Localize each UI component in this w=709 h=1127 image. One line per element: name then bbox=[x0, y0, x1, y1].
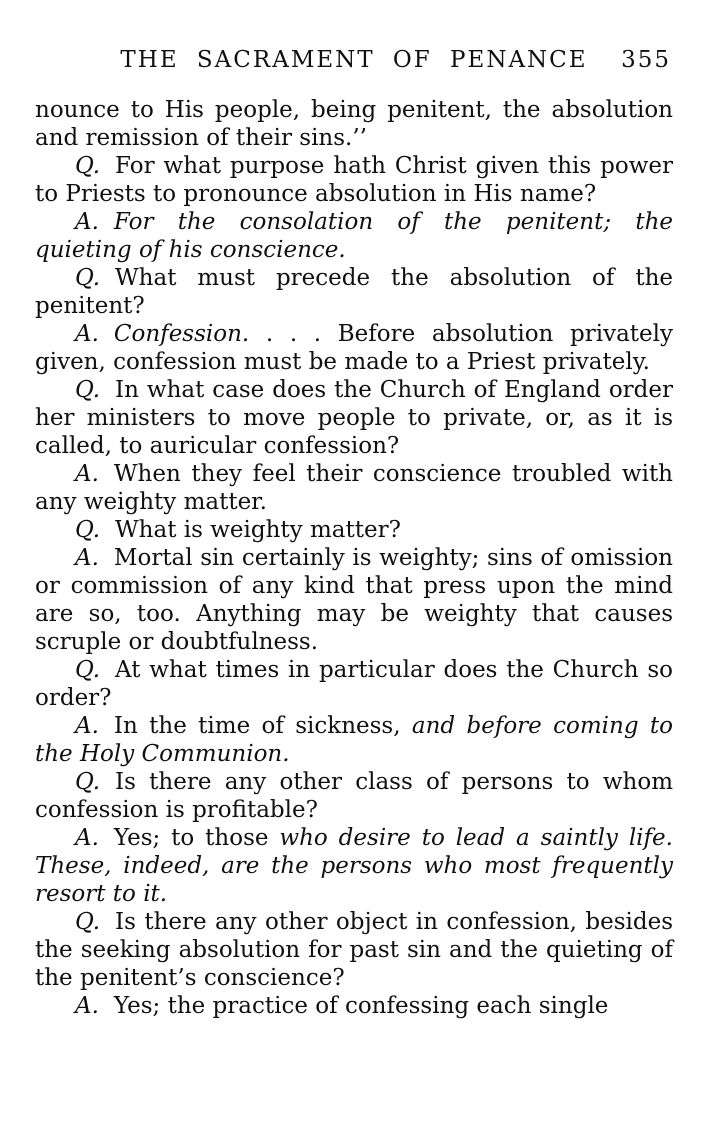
paragraph-question bbox=[35, 376, 673, 460]
page-title: THE SACRAMENT OF PENANCE bbox=[120, 47, 588, 73]
paragraph-question bbox=[35, 152, 673, 208]
qa-marker: A. bbox=[75, 545, 99, 571]
text-block bbox=[35, 96, 673, 1020]
text-segment: . . . Before absolution privately given, confession must be made to a Priest privately. bbox=[35, 321, 673, 375]
qa-marker: A. bbox=[75, 209, 99, 235]
text-segment: Is there any other object in confession, besides the seeking absolution for past sin and the quieting of the penitent’s conscience? bbox=[35, 909, 673, 991]
qa-marker: A. bbox=[75, 461, 99, 487]
text-segment: At what times in particular does the Church so order? bbox=[35, 657, 673, 711]
qa-marker: Q. bbox=[75, 517, 101, 543]
qa-marker: Q. bbox=[75, 377, 101, 403]
qa-marker: Q. bbox=[75, 153, 101, 179]
paragraph-question bbox=[35, 908, 673, 992]
page-number: 355 bbox=[621, 47, 671, 73]
paragraph-answer bbox=[35, 320, 673, 376]
text-segment: Mortal sin certainly is weighty; sins of omission or commission of any kind that press upon the mind are so, too. Anything may be weighty that causes scruple or doubtfulness. bbox=[35, 545, 673, 655]
qa-marker: Q. bbox=[75, 909, 101, 935]
text-segment: For the consolation of the penitent; the quieting of his conscience. bbox=[35, 209, 673, 263]
text-segment: In what case does the Church of England order her ministers to move people to private, or, as it is called, to auricular confession? bbox=[35, 377, 673, 459]
text-segment: What is weighty matter? bbox=[115, 517, 401, 543]
text-segment: What must precede the absolution of the penitent? bbox=[35, 265, 673, 319]
text-segment: and before coming to the Holy Communion. bbox=[35, 713, 673, 767]
paragraph-answer bbox=[35, 712, 673, 768]
qa-marker: Q. bbox=[75, 769, 101, 795]
paragraph-answer bbox=[35, 460, 673, 516]
qa-marker: A. bbox=[75, 713, 99, 739]
paragraph-question bbox=[35, 768, 673, 824]
qa-marker: A. bbox=[75, 993, 99, 1019]
paragraph-answer bbox=[35, 992, 673, 1020]
paragraph-question bbox=[35, 264, 673, 320]
text-segment: When they feel their conscience troubled with any weighty matter. bbox=[35, 461, 673, 515]
qa-marker: Q. bbox=[75, 657, 101, 683]
paragraph-answer bbox=[35, 208, 673, 264]
qa-marker: A. bbox=[75, 321, 99, 347]
qa-marker: Q. bbox=[75, 265, 101, 291]
text-segment: In the time of sickness, bbox=[113, 713, 412, 739]
text-segment: who desire to lead a saintly life. These, indeed, are the persons who most frequently resort to it. bbox=[35, 825, 673, 907]
text-segment: Is there any other class of persons to whom confession is profitable? bbox=[35, 769, 673, 823]
text-segment: For what purpose hath Christ given this power to Priests to pronounce absolution in His name? bbox=[35, 153, 673, 207]
paragraph-continuation bbox=[35, 96, 673, 152]
text-segment: Confession. bbox=[113, 321, 250, 347]
qa-marker: A. bbox=[75, 825, 99, 851]
text-segment: nounce to His people, being penitent, the absolution and remission of their sins.’’ bbox=[35, 97, 673, 151]
paragraph-question bbox=[35, 656, 673, 712]
paragraph-answer bbox=[35, 544, 673, 656]
text-segment: Yes; to those bbox=[113, 825, 280, 851]
running-head bbox=[35, 47, 673, 77]
paragraph-answer bbox=[35, 824, 673, 908]
text-segment: Yes; the practice of confessing each single bbox=[113, 993, 609, 1019]
paragraph-question bbox=[35, 516, 673, 544]
